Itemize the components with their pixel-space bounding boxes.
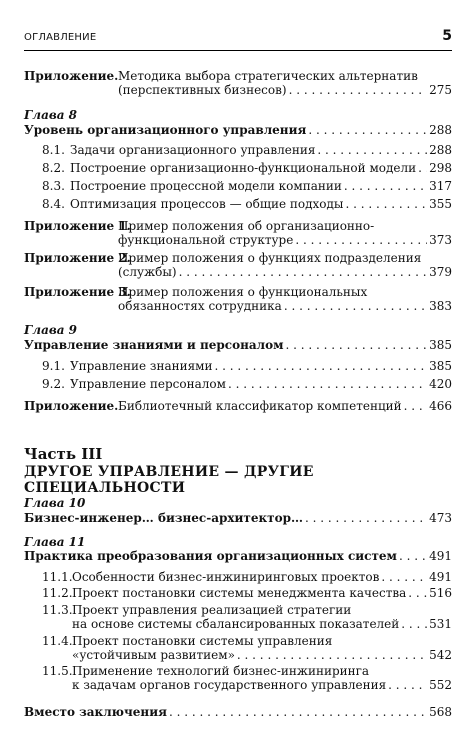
chapter-title: Уровень организационного управления xyxy=(24,123,307,137)
entry-title: Вместо заключения xyxy=(24,705,167,719)
leader-dots xyxy=(381,570,427,584)
appendix-label: Приложение 3. xyxy=(24,285,131,299)
page-ref: 275 xyxy=(429,83,452,97)
leader-dots xyxy=(228,377,427,391)
entry-text: Библиотечный классификатор компетенций xyxy=(118,399,402,413)
toc-entry-section[interactable] xyxy=(24,603,452,631)
section-number: 11.4. xyxy=(42,634,73,648)
appendix-label: Приложение. xyxy=(24,69,119,83)
section-title: Управление персоналом xyxy=(70,377,226,391)
entry-text: функциональной структуре xyxy=(118,233,294,247)
chapter-title: Практика преобразования организационных систем xyxy=(24,549,397,563)
section-title: Применение технологий бизнес-инжиниринга xyxy=(72,664,370,678)
leader-dots xyxy=(344,179,427,193)
toc-entry-appendix[interactable] xyxy=(24,285,452,313)
leader-dots xyxy=(418,161,427,175)
leader-dots xyxy=(408,586,427,600)
section-title: на основе системы сбалансированных показателей xyxy=(72,617,400,631)
toc-entry-section[interactable] xyxy=(24,570,452,584)
toc-entry-section[interactable] xyxy=(24,179,452,193)
leader-dots xyxy=(404,399,427,413)
toc-entry-appendix[interactable] xyxy=(24,399,452,413)
section-number: 8.2. xyxy=(42,161,65,175)
page-ref: 373 xyxy=(429,233,452,247)
page-ref: 385 xyxy=(429,338,452,352)
entry-text: (службы) xyxy=(118,265,177,279)
page-ref: 288 xyxy=(429,143,452,157)
header-title: ОГЛАВЛЕНИЕ xyxy=(24,32,97,43)
page-ref: 288 xyxy=(429,123,452,137)
toc-entry-appendix-strategy[interactable] xyxy=(24,69,452,97)
part-title: ДРУГОЕ УПРАВЛЕНИЕ — ДРУГИЕ СПЕЦИАЛЬНОСТИ xyxy=(24,464,314,496)
leader-dots xyxy=(401,617,427,631)
toc-entry-chapter-11[interactable] xyxy=(24,549,452,563)
toc-entry-section[interactable] xyxy=(24,359,452,373)
page-ref: 317 xyxy=(429,179,452,193)
page-ref: 568 xyxy=(429,705,452,719)
leader-dots xyxy=(308,123,427,137)
section-number: 8.3. xyxy=(42,179,65,193)
leader-dots xyxy=(289,83,428,97)
leader-dots xyxy=(169,705,427,719)
page-ref: 552 xyxy=(429,678,452,692)
section-title: Проект постановки системы менеджмента качества xyxy=(72,586,407,600)
entry-text: Пример положения об организационно- xyxy=(118,219,375,233)
leader-dots xyxy=(284,299,427,313)
chapter-label: Глава 9 xyxy=(24,323,78,337)
leader-dots xyxy=(317,143,427,157)
section-number: 11.2. xyxy=(42,586,73,600)
leader-dots xyxy=(179,265,428,279)
toc-entry-chapter-8[interactable] xyxy=(24,123,452,137)
page-ref: 355 xyxy=(429,197,452,211)
appendix-label: Приложение 1. xyxy=(24,219,131,233)
chapter-title: Бизнес-инженер… бизнес-архитектор… xyxy=(24,511,303,525)
toc-entry-section[interactable] xyxy=(24,634,452,662)
section-number: 8.1. xyxy=(42,143,65,157)
section-number: 11.5. xyxy=(42,664,73,678)
toc-entry-chapter-10[interactable] xyxy=(24,511,452,525)
chapter-label: Глава 10 xyxy=(24,496,86,510)
toc-entry-section[interactable] xyxy=(24,197,452,211)
page-ref: 383 xyxy=(429,299,452,313)
toc-entry-chapter-9[interactable] xyxy=(24,338,452,352)
page-ref: 473 xyxy=(429,511,452,525)
section-number: 8.4. xyxy=(42,197,65,211)
leader-dots xyxy=(237,648,427,662)
section-number: 9.2. xyxy=(42,377,65,391)
header-rule xyxy=(24,50,452,51)
entry-text: Пример положения о функциональных xyxy=(118,285,368,299)
page-ref: 466 xyxy=(429,399,452,413)
leader-dots xyxy=(388,678,427,692)
appendix-label: Приложение 2. xyxy=(24,251,131,265)
section-number: 11.3. xyxy=(42,603,73,617)
page-ref: 542 xyxy=(429,648,452,662)
part-label: Часть III xyxy=(24,445,103,463)
page-ref: 531 xyxy=(429,617,452,631)
chapter-label: Глава 11 xyxy=(24,535,86,549)
toc-entry-section[interactable] xyxy=(24,161,452,175)
page-ref: 298 xyxy=(429,161,452,175)
section-title: Проект постановки системы управления xyxy=(72,634,333,648)
toc-entry-section[interactable] xyxy=(24,377,452,391)
page-ref: 420 xyxy=(429,377,452,391)
entry-text: (перспективных бизнесов) xyxy=(118,83,287,97)
section-title: Проект управления реализацией стратегии xyxy=(72,603,352,617)
page-number: 5 xyxy=(442,28,452,44)
section-title: Построение процессной модели компании xyxy=(70,179,342,193)
page-ref: 516 xyxy=(429,586,452,600)
entry-text: Пример положения о функциях подразделения xyxy=(118,251,422,265)
leader-dots xyxy=(305,511,427,525)
page-ref: 491 xyxy=(429,570,452,584)
page-ref: 385 xyxy=(429,359,452,373)
entry-text: обязанностях сотрудника xyxy=(118,299,282,313)
toc-entry-section[interactable] xyxy=(24,143,452,157)
toc-entry-appendix[interactable] xyxy=(24,219,452,247)
leader-dots xyxy=(345,197,427,211)
page-ref: 379 xyxy=(429,265,452,279)
section-title: Управление знаниями xyxy=(70,359,213,373)
appendix-label: Приложение. xyxy=(24,399,119,413)
leader-dots xyxy=(215,359,428,373)
leader-dots xyxy=(399,549,427,563)
section-title: «устойчивым развитием» xyxy=(72,648,235,662)
section-title: Особенности бизнес-инжиниринговых проектов xyxy=(72,570,380,584)
entry-text: Методика выбора стратегических альтернатив xyxy=(118,69,418,83)
leader-dots xyxy=(295,233,427,247)
chapter-title: Управление знаниями и персоналом xyxy=(24,338,284,352)
section-number: 11.1. xyxy=(42,570,73,584)
toc-entry-appendix[interactable] xyxy=(24,251,452,279)
toc-entry-section[interactable] xyxy=(24,586,452,600)
toc-entry-section[interactable] xyxy=(24,664,452,692)
section-title: Построение организационно-функциональной модели xyxy=(70,161,417,175)
leader-dots xyxy=(286,338,428,352)
running-header xyxy=(24,28,452,48)
section-title: Задачи организационного управления xyxy=(70,143,316,157)
page-ref: 491 xyxy=(429,549,452,563)
section-title: к задачам органов государственного управления xyxy=(72,678,387,692)
chapter-label: Глава 8 xyxy=(24,108,78,122)
toc-entry-conclusion[interactable] xyxy=(24,705,452,719)
section-number: 9.1. xyxy=(42,359,65,373)
section-title: Оптимизация процессов — общие подходы xyxy=(70,197,344,211)
